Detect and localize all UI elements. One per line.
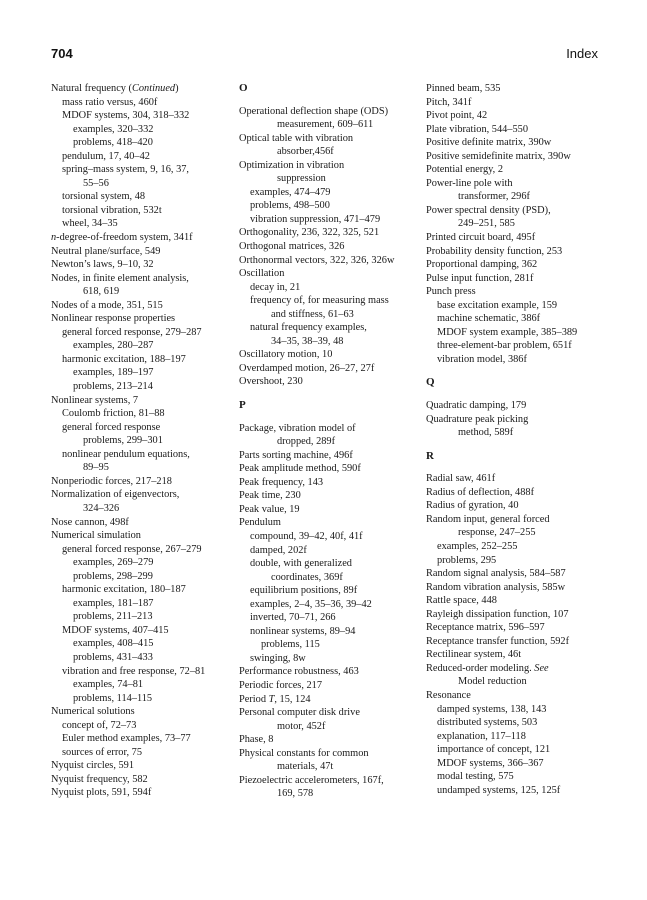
index-entry: Radius of gyration, 40: [426, 500, 519, 512]
index-subentry: swinging, 8w: [250, 652, 306, 664]
index-entry: Probability density function, 253: [426, 245, 563, 257]
index-subentry: 169, 578: [277, 788, 314, 800]
index-entry: Oscillation: [239, 268, 285, 280]
index-entry: Punch press: [426, 286, 476, 298]
index-entry: Peak value, 19: [239, 503, 300, 515]
index-entry: Quadrature peak picking: [426, 413, 529, 425]
index-entry: Orthonormal vectors, 322, 326, 326w: [239, 254, 395, 266]
index-entry: Nonlinear systems, 7: [51, 394, 139, 406]
index-entry: Pendulum: [239, 517, 281, 529]
index-subentry: frequency of, for measuring mass: [250, 295, 389, 307]
index-subentry: sources of error, 75: [62, 746, 143, 758]
index-entry: Random vibration analysis, 585w: [426, 581, 566, 593]
index-subentry: equilibrium positions, 89f: [250, 585, 358, 597]
index-subentry: absorber,456f: [277, 146, 334, 158]
index-subentry: 34–35, 38–39, 48: [271, 335, 344, 347]
index-entry: Nodes of a mode, 351, 515: [51, 299, 163, 311]
index-subentry: Euler method examples, 73–77: [62, 733, 191, 745]
index-subentry: mass ratio versus, 460f: [62, 96, 158, 108]
index-entry: Piezoelectric accelerometers, 167f,: [239, 774, 384, 786]
index-subentry: examples, 189–197: [73, 367, 154, 379]
index-entry: Physical constants for common: [239, 747, 369, 759]
index-entry: Potential energy, 2: [426, 164, 503, 176]
index-subentry: examples, 474–479: [250, 186, 331, 198]
index-entry: Nose cannon, 498f: [51, 516, 129, 528]
index-entry: Natural frequency (Continued): [51, 83, 179, 94]
index-subentry: undamped systems, 125, 125f: [437, 784, 561, 796]
index-entry: Printed circuit board, 495f: [426, 232, 536, 244]
index-subentry: Model reduction: [458, 676, 527, 688]
index-subentry: importance of concept, 121: [437, 744, 551, 756]
index-entry: Peak frequency, 143: [239, 476, 324, 488]
index-column-1: [51, 82, 229, 800]
section-letter: O: [239, 82, 248, 94]
index-subentry: method, 589f: [458, 427, 514, 439]
index-subentry: vibration model, 386f: [437, 353, 527, 365]
index-subentry: transformer, 296f: [458, 191, 530, 203]
index-subentry: measurement, 609–611: [277, 119, 374, 131]
index-subentry: MDOF systems, 366–367: [437, 757, 544, 769]
index-subentry: MDOF systems, 304, 318–332: [62, 110, 190, 122]
index-subentry: spring–mass system, 9, 16, 37,: [62, 164, 189, 176]
index-subentry: compound, 39–42, 40f, 41f: [250, 530, 363, 542]
index-entry: Random signal analysis, 584–587: [426, 568, 566, 580]
index-subentry: problems, 431–433: [73, 651, 153, 663]
index-subentry: base excitation example, 159: [437, 299, 558, 311]
index-entry: Orthogonal matrices, 326: [239, 241, 345, 253]
index-entry: Rectilinear system, 46t: [426, 649, 522, 661]
index-subentry: 55–56: [83, 177, 109, 189]
index-entry: Numerical solutions: [51, 706, 135, 718]
index-subentry: 324–326: [83, 502, 120, 514]
index-entry: Nonlinear response properties: [51, 313, 176, 325]
index-subentry: response, 247–255: [458, 527, 536, 539]
index-subentry: examples, 408–415: [73, 638, 154, 650]
index-subentry: examples, 181–187: [73, 597, 154, 609]
index-subentry: examples, 2–4, 35–36, 39–42: [250, 598, 372, 610]
index-subentry: natural frequency examples,: [250, 322, 367, 334]
index-subentry: vibration and free response, 72–81: [62, 665, 206, 677]
index-subentry: materials, 47t: [277, 761, 334, 773]
page-number: 704: [51, 46, 73, 61]
index-subentry: inverted, 70–71, 266: [250, 612, 336, 624]
index-entry: Period T, 15, 124: [239, 693, 311, 705]
section-letter: Q: [426, 376, 435, 389]
index-subentry: 89–95: [83, 462, 109, 474]
index-subentry: problems, 115: [261, 639, 320, 651]
index-entry: Pitch, 341f: [426, 96, 472, 108]
index-entry: Package, vibration model of: [239, 422, 356, 434]
index-entry: Random input, general forced: [426, 513, 550, 525]
index-entry: Power-line pole with: [426, 177, 513, 189]
index-subentry: nonlinear systems, 89–94: [250, 625, 356, 637]
index-entry: Radial saw, 461f: [426, 473, 496, 485]
index-entry: Receptance matrix, 596–597: [426, 622, 545, 634]
index-entry: Plate vibration, 544–550: [426, 123, 528, 135]
index-entry: Positive semidefinite matrix, 390w: [426, 150, 571, 162]
index-subentry: damped systems, 138, 143: [437, 703, 547, 715]
index-entry: Phase, 8: [239, 734, 274, 746]
index-entry: Receptance transfer function, 592f: [426, 635, 570, 647]
index-entry: Nyquist frequency, 582: [51, 773, 148, 785]
index-subentry: problems, 114–115: [73, 692, 153, 704]
index-subentry: and stiffness, 61–63: [271, 308, 354, 320]
index-column-3: [426, 82, 606, 797]
index-entry: Nodes, in finite element analysis,: [51, 272, 189, 284]
index-entry: Neutral plane/surface, 549: [51, 245, 161, 257]
index-entry: Parts sorting machine, 496f: [239, 449, 353, 461]
index-entry: Power spectral density (PSD),: [426, 204, 551, 216]
index-entry: Overdamped motion, 26–27, 27f: [239, 362, 375, 374]
index-subentry: general forced response: [62, 421, 161, 433]
index-entry: Nyquist plots, 591, 594f: [51, 787, 152, 799]
index-subentry: examples, 320–332: [73, 123, 154, 135]
index-subentry: general forced response, 279–287: [62, 326, 202, 338]
index-entry: Peak time, 230: [239, 490, 301, 502]
index-entry: Positive definite matrix, 390w: [426, 137, 552, 149]
index-subentry: torsional system, 48: [62, 191, 146, 203]
index-column-2: [239, 82, 421, 801]
section-letter: P: [239, 399, 246, 412]
index-subentry: distributed systems, 503: [437, 717, 538, 729]
index-entry: Peak amplitude method, 590f: [239, 463, 361, 475]
index-entry: Quadratic damping, 179: [426, 400, 527, 412]
index-subentry: 249–251, 585: [458, 218, 515, 230]
index-subentry: wheel, 34–35: [62, 218, 118, 230]
index-entry: Orthogonality, 236, 322, 325, 521: [239, 227, 380, 239]
index-subentry: examples, 269–279: [73, 557, 154, 569]
index-subentry: coordinates, 369f: [271, 571, 343, 583]
index-entry: Radius of deflection, 488f: [426, 486, 535, 498]
index-subentry: torsional vibration, 532t: [62, 204, 162, 216]
index-subentry: MDOF systems, 407–415: [62, 624, 169, 636]
index-subentry: nonlinear pendulum equations,: [62, 448, 190, 460]
index-entry: Pulse input function, 281f: [426, 272, 534, 284]
index-subentry: problems, 213–214: [73, 381, 153, 393]
index-entry: Periodic forces, 217: [239, 679, 323, 691]
index-entry: n-degree-of-freedom system, 341f: [51, 232, 193, 244]
index-entry: Normalization of eigenvectors,: [51, 489, 180, 501]
page-header: [51, 46, 598, 66]
index-entry: Performance robustness, 463: [239, 666, 359, 678]
index-entry: Personal computer disk drive: [239, 707, 360, 719]
index-subentry: problems, 418–420: [73, 137, 153, 149]
index-entry: Operational deflection shape (ODS): [239, 105, 389, 117]
index-subentry: harmonic excitation, 188–197: [62, 353, 186, 365]
index-entry: Newton’s laws, 9–10, 32: [51, 259, 154, 271]
index-subentry: problems, 298–299: [73, 570, 153, 582]
index-entry: Optimization in vibration: [239, 159, 345, 171]
index-subentry: three-element-bar problem, 651f: [437, 340, 572, 352]
index-subentry: examples, 280–287: [73, 340, 154, 352]
index-subentry: harmonic excitation, 180–187: [62, 584, 186, 596]
index-subentry: 618, 619: [83, 286, 120, 298]
index-entry: Oscillatory motion, 10: [239, 349, 333, 361]
index-subentry: MDOF system example, 385–389: [437, 326, 578, 338]
index-subentry: examples, 74–81: [73, 679, 144, 691]
index-entry: Rattle space, 448: [426, 595, 497, 607]
index-subentry: double, with generalized: [250, 558, 352, 570]
index-subentry: examples, 252–255: [437, 540, 518, 552]
index-subentry: pendulum, 17, 40–42: [62, 150, 150, 162]
index-subentry: modal testing, 575: [437, 771, 514, 783]
section-letter: R: [426, 449, 434, 462]
index-subentry: problems, 295: [437, 554, 497, 566]
index-subentry: dropped, 289f: [277, 436, 336, 448]
index-entry: Resonance: [426, 689, 471, 701]
index-subentry: explanation, 117–118: [437, 730, 526, 742]
index-subentry: machine schematic, 386f: [437, 313, 541, 325]
index-subentry: motor, 452f: [277, 720, 326, 732]
index-subentry: problems, 299–301: [83, 435, 163, 447]
index-entry: Pivot point, 42: [426, 110, 488, 122]
index-entry: Nyquist circles, 591: [51, 760, 135, 772]
index-subentry: suppression: [277, 173, 326, 185]
index-subentry: concept of, 72–73: [62, 719, 137, 731]
index-subentry: damped, 202f: [250, 544, 307, 556]
index-subentry: vibration suppression, 471–479: [250, 213, 381, 225]
index-subentry: general forced response, 267–279: [62, 543, 202, 555]
index-entry: Reduced-order modeling. See: [426, 662, 549, 674]
index-entry: Proportional damping, 362: [426, 259, 538, 271]
index-subentry: decay in, 21: [250, 281, 301, 293]
index-entry: Numerical simulation: [51, 530, 141, 542]
index-subentry: Coulomb friction, 81–88: [62, 408, 165, 420]
index-entry: Overshoot, 230: [239, 376, 303, 388]
index-subentry: problems, 498–500: [250, 200, 330, 212]
index-entry: Pinned beam, 535: [426, 83, 501, 94]
running-title: Index: [566, 46, 598, 61]
index-entry: Optical table with vibration: [239, 132, 354, 144]
index-entry: Nonperiodic forces, 217–218: [51, 475, 172, 487]
index-entry: Rayleigh dissipation function, 107: [426, 608, 569, 620]
index-subentry: problems, 211–213: [73, 611, 153, 623]
